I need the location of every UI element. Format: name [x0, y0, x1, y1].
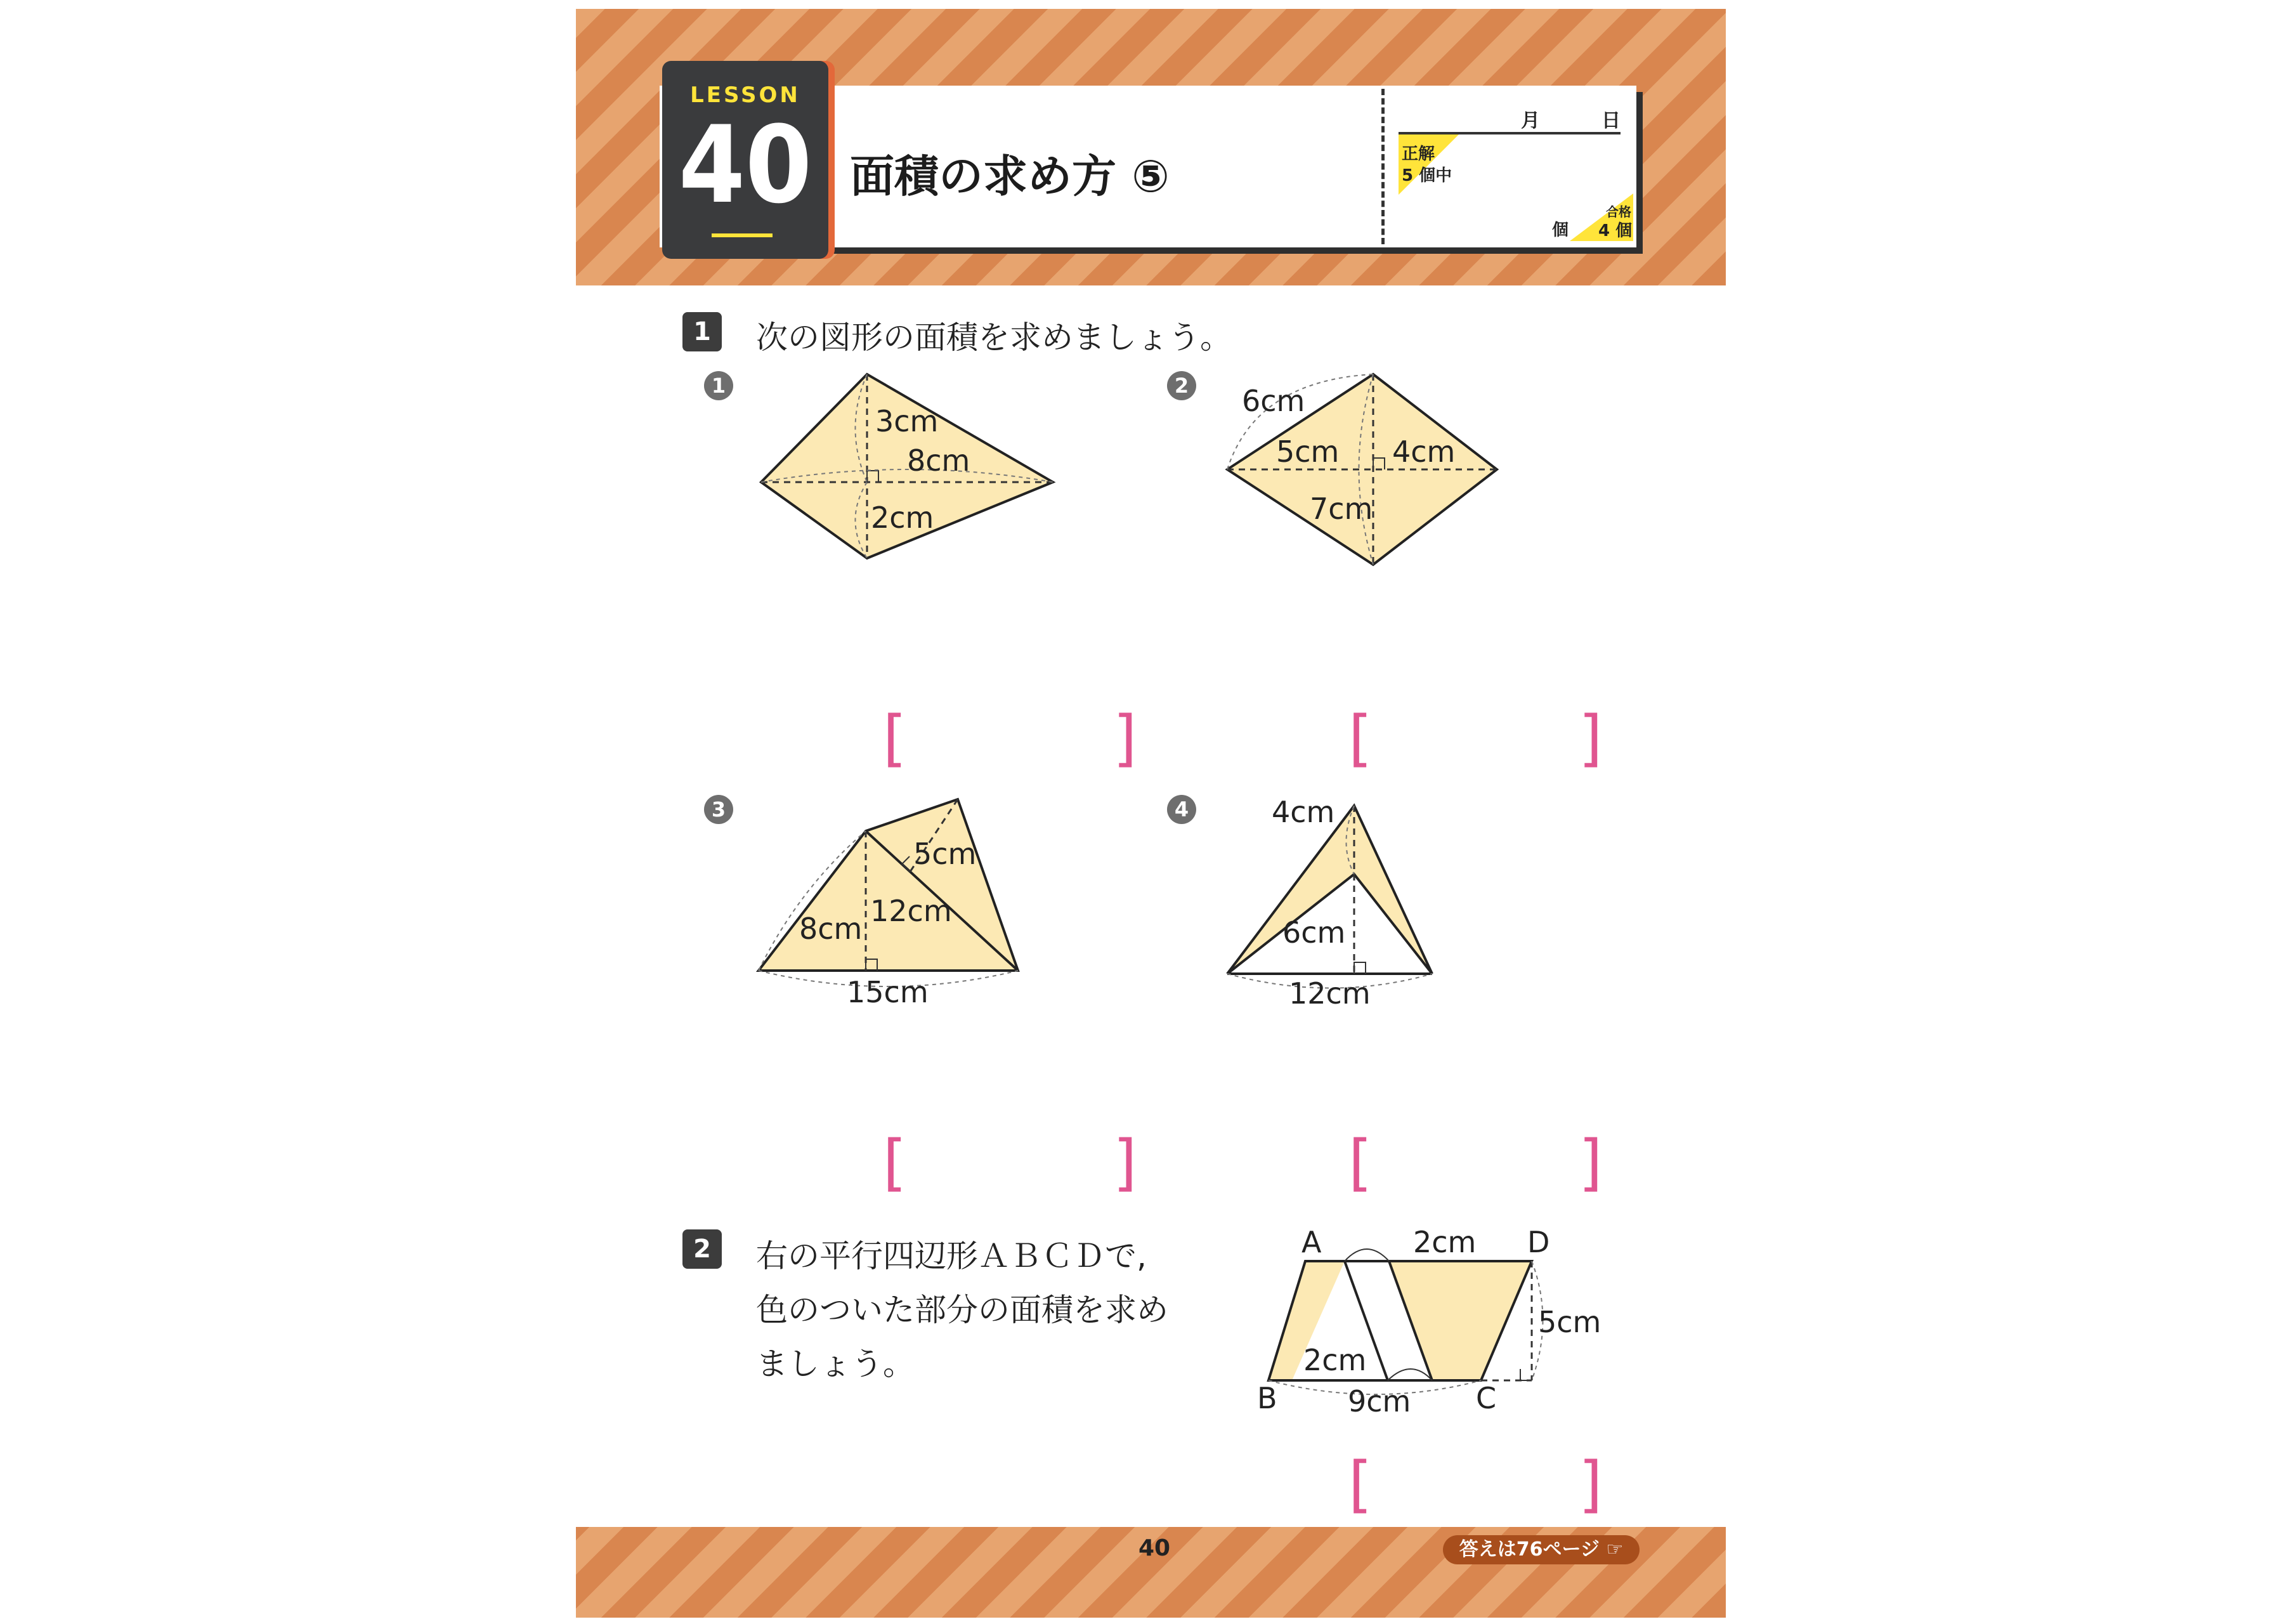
figure-1-kite: [748, 362, 1066, 571]
fig3-label-b: 8cm: [799, 912, 863, 946]
answer-5-close-bracket: ]: [1579, 1449, 1603, 1520]
label-vertex-d: D: [1527, 1225, 1550, 1259]
question-1-text: 次の図形の面積を求めましょう。: [756, 319, 1232, 356]
fig1-label-c: 2cm: [871, 501, 934, 535]
correct-total: 5 個中: [1402, 166, 1452, 185]
item-3-badge: 3: [704, 795, 733, 824]
fig1-label-b: 8cm: [907, 443, 970, 478]
label-inner-width: 2cm: [1303, 1343, 1367, 1377]
fig2-label-b: 5cm: [1276, 435, 1340, 469]
month-label: 月: [1521, 110, 1540, 132]
fig4-label-c: 12cm: [1289, 976, 1371, 1011]
pass-value: 4 個: [1598, 221, 1633, 240]
day-label: 日: [1601, 110, 1621, 132]
question-2-badge: 2: [682, 1229, 722, 1269]
lesson-label: LESSON: [690, 82, 800, 108]
answer-3-open-bracket: [: [883, 1127, 907, 1198]
fig4-label-a: 4cm: [1272, 795, 1335, 829]
figure-2-quadrilateral: [1218, 362, 1510, 584]
page-title: 面積の求め方 ⑤: [850, 150, 1170, 202]
answer-4-close-bracket: ]: [1579, 1127, 1603, 1198]
answer-1-close-bracket: ]: [1113, 703, 1137, 774]
fig4-label-b: 6cm: [1282, 915, 1346, 950]
label-vertex-b: B: [1257, 1381, 1277, 1415]
item-2-badge: 2: [1167, 371, 1196, 400]
question-1-badge: 1: [682, 312, 722, 351]
fig1-label-a: 3cm: [875, 404, 939, 438]
score-divider: [1381, 89, 1385, 244]
answer-2-close-bracket: ]: [1579, 703, 1603, 774]
fig2-label-c: 4cm: [1392, 435, 1456, 469]
label-height: 5cm: [1538, 1305, 1601, 1339]
label-vertex-a: A: [1301, 1225, 1322, 1259]
question-2-line-3: ましょう。: [756, 1346, 915, 1382]
fig3-label-a: 5cm: [913, 837, 977, 871]
pass-label: 合格: [1606, 204, 1631, 219]
answer-4-open-bracket: [: [1348, 1127, 1373, 1198]
figure-5-parallelogram: [1256, 1224, 1611, 1421]
answer-reference: 答えは76ページ ☞: [1443, 1535, 1640, 1564]
figure-4-dart: [1218, 793, 1510, 1021]
page-number: 40: [1138, 1535, 1171, 1561]
label-top-width: 2cm: [1413, 1225, 1477, 1259]
fig2-label-d: 7cm: [1310, 492, 1373, 526]
figure-3-quadrilateral: [748, 793, 1066, 1021]
answer-3-close-bracket: ]: [1113, 1127, 1137, 1198]
correct-label: 正解: [1402, 145, 1435, 164]
lesson-underline: [712, 233, 773, 237]
answer-5-open-bracket: [: [1348, 1449, 1373, 1520]
fig2-label-a: 6cm: [1242, 384, 1305, 418]
question-2-line-2: 色のついた部分の面積を求め: [756, 1292, 1168, 1328]
item-1-badge: 1: [704, 371, 733, 400]
answer-2-open-bracket: [: [1348, 703, 1373, 774]
item-4-badge: 4: [1167, 795, 1196, 824]
question-2-line-1: 右の平行四辺形ＡＢＣＤで,: [756, 1238, 1147, 1274]
count-unit: 個: [1552, 221, 1569, 240]
lesson-number: 40: [678, 103, 812, 227]
label-vertex-c: C: [1476, 1381, 1497, 1415]
answer-1-open-bracket: [: [883, 703, 907, 774]
label-base: 9cm: [1348, 1384, 1411, 1418]
fig3-label-d: 15cm: [847, 975, 929, 1009]
fig3-label-c: 12cm: [870, 894, 952, 928]
